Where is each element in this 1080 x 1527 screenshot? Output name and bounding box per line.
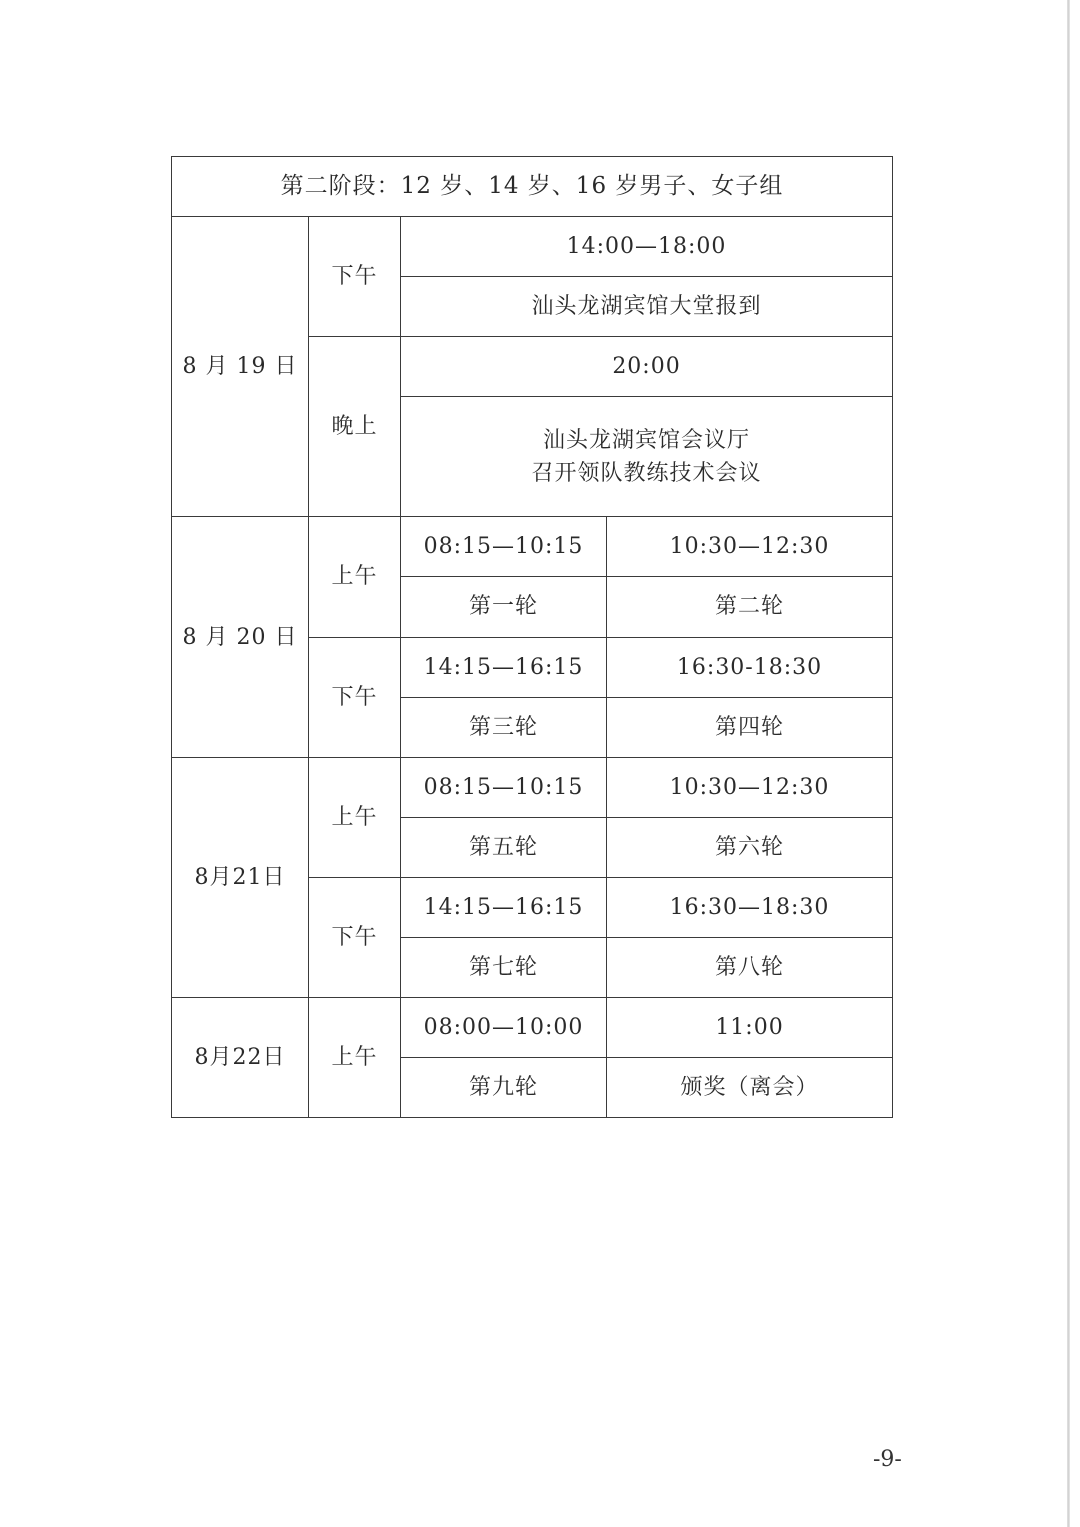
round-cell: 第一轮 [401,577,607,637]
time-cell: 08:15—10:15 [401,517,607,577]
time-cell: 16:30—18:30 [607,877,893,937]
time-cell: 14:15—16:15 [401,637,607,697]
date-cell-aug20: 8 月 20 日 [172,517,309,757]
date-cell-aug22: 8月22日 [172,997,309,1117]
table-row [172,517,893,577]
time-cell: 16:30-18:30 [607,637,893,697]
schedule-table [171,156,893,1118]
period-cell: 上午 [309,517,401,637]
date-cell-aug21: 8月21日 [172,757,309,997]
round-cell: 第九轮 [401,1057,607,1117]
table-row [172,217,893,277]
time-cell: 14:15—16:15 [401,877,607,937]
time-cell: 08:15—10:15 [401,757,607,817]
table-header-row [172,157,893,217]
round-cell: 第四轮 [607,697,893,757]
round-cell: 第三轮 [401,697,607,757]
page-number: -9- [873,1447,902,1472]
award-cell: 颁奖（离会） [607,1057,893,1117]
table-row [172,997,893,1057]
round-cell: 第七轮 [401,937,607,997]
period-cell: 上午 [309,757,401,877]
stage-title: 第二阶段：12 岁、14 岁、16 岁男子、女子组 [172,157,893,217]
time-cell: 20:00 [401,337,893,397]
period-cell: 上午 [309,997,401,1117]
event-cell: 汕头龙湖宾馆大堂报到 [401,277,893,337]
page-edge-shadow [1067,0,1070,1527]
period-cell: 下午 [309,877,401,997]
event-line: 召开领队教练技术会议 [531,460,762,486]
time-cell: 10:30—12:30 [607,757,893,817]
date-cell-aug19: 8 月 19 日 [172,217,309,517]
event-cell [401,397,893,517]
round-cell: 第二轮 [607,577,893,637]
time-cell: 14:00—18:00 [401,217,893,277]
round-cell: 第六轮 [607,817,893,877]
round-cell: 第八轮 [607,937,893,997]
event-line: 汕头龙湖宾馆会议厅 [543,427,751,453]
time-cell: 10:30—12:30 [607,517,893,577]
round-cell: 第五轮 [401,817,607,877]
period-cell: 下午 [309,637,401,757]
time-cell: 08:00—10:00 [401,997,607,1057]
period-cell: 晚上 [309,337,401,517]
time-cell: 11:00 [607,997,893,1057]
table-row [172,757,893,817]
period-cell: 下午 [309,217,401,337]
